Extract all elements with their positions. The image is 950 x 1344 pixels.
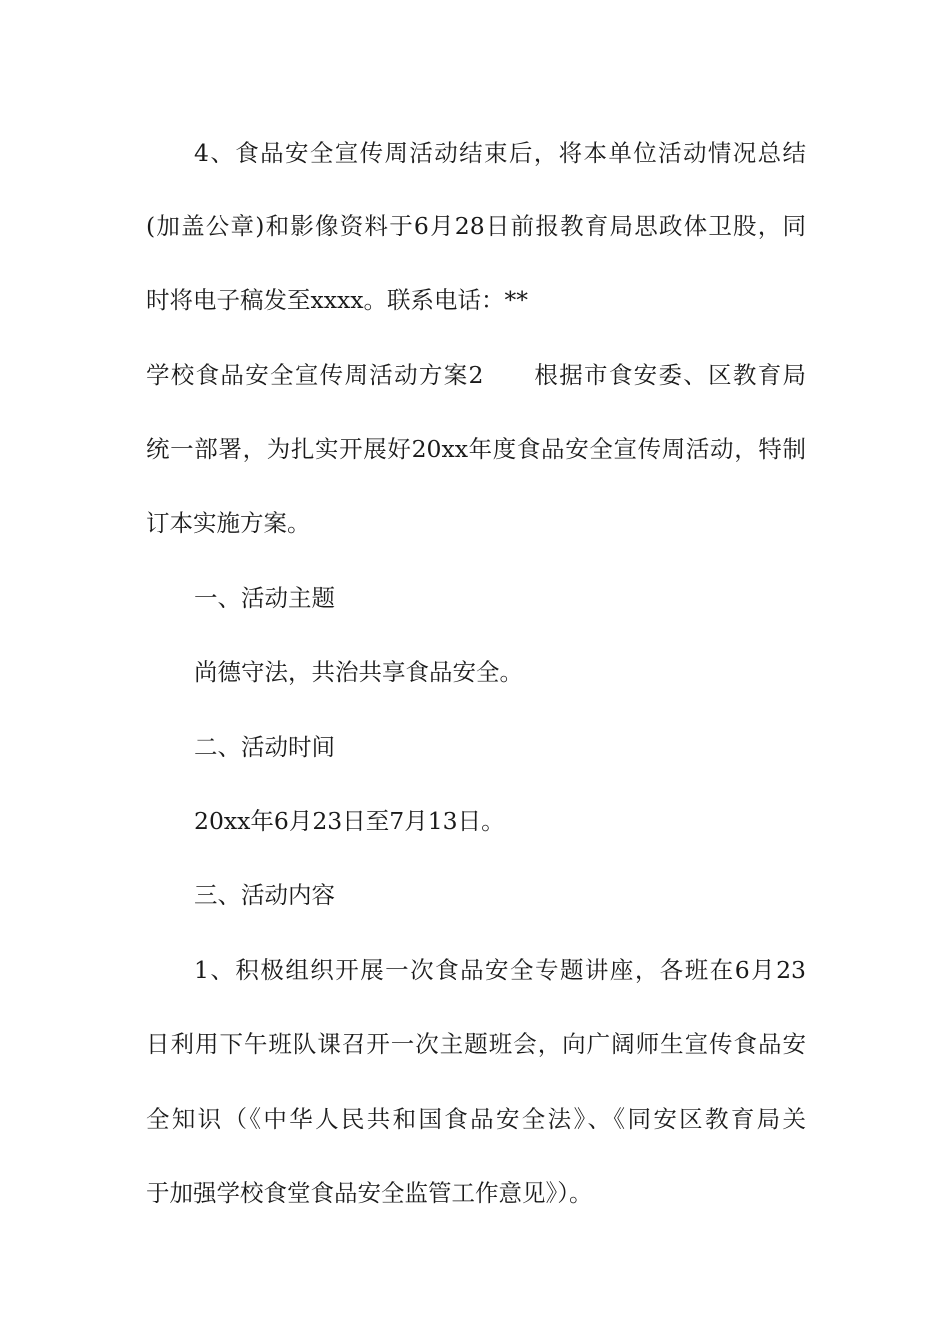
paragraph-line-6: 订本实施方案。: [146, 509, 311, 537]
heading-activity-theme: 一、活动主题: [194, 584, 335, 612]
paragraph-line-1: 4、食品安全宣传周活动结束后，将本单位活动情况总结: [194, 139, 806, 167]
heading-activity-content: 三、活动内容: [194, 881, 335, 909]
time-text: 20xx年6月23日至7月13日。: [194, 807, 505, 835]
content-line-4: 于加强学校食堂食品安全监管工作意见》）。: [146, 1179, 593, 1207]
section-title-line: 学校食品安全宣传周活动方案2 根据市食安委、区教育局: [146, 361, 806, 389]
heading-activity-time: 二、活动时间: [194, 733, 335, 761]
paragraph-line-2: (加盖公章)和影像资料于6月28日前报教育局思政体卫股，同: [146, 212, 806, 240]
content-line-3: 全知识（《中华人民共和国食品安全法》、《同安区教育局关: [146, 1105, 806, 1133]
content-line-2: 日利用下午班队课召开一次主题班会，向广阔师生宣传食品安: [146, 1030, 806, 1058]
theme-text: 尚德守法，共治共享食品安全。: [194, 658, 523, 686]
paragraph-line-5: 统一部署，为扎实开展好20xx年度食品安全宣传周活动，特制: [146, 435, 806, 463]
paragraph-line-3: 时将电子稿发至xxxx。联系电话：**: [146, 286, 529, 314]
content-line-1: 1、积极组织开展一次食品安全专题讲座，各班在6月23: [194, 956, 806, 984]
